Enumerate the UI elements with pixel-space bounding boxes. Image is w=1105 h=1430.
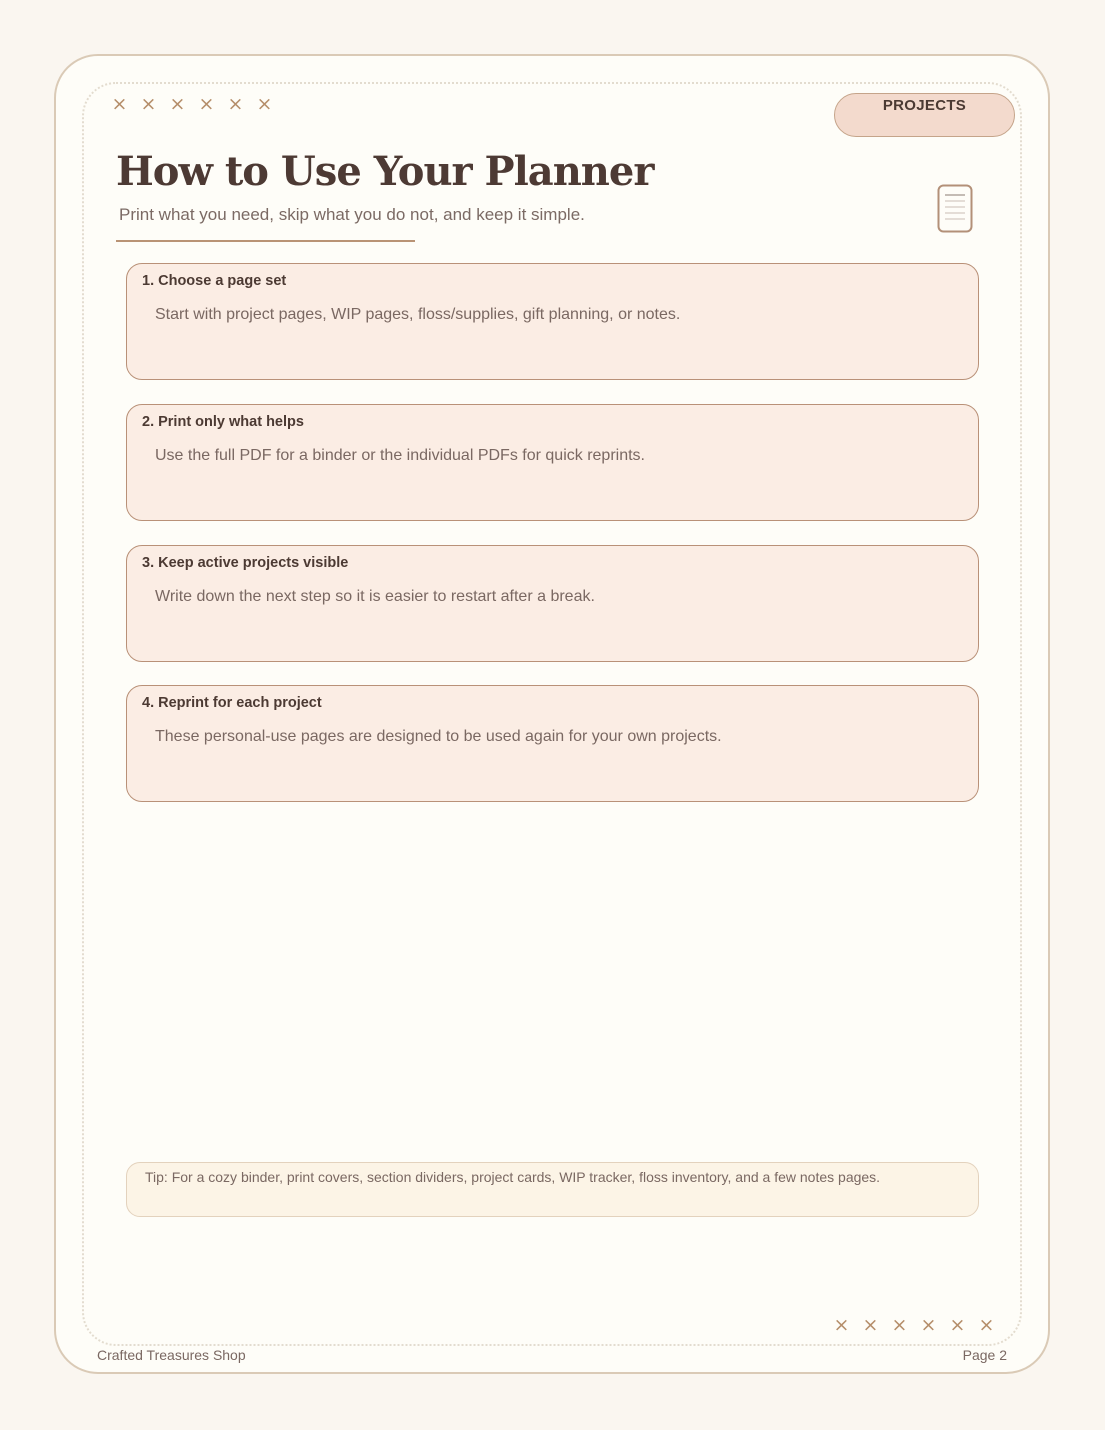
page-title: How to Use Your Planner xyxy=(116,148,654,195)
cross-stitch-marks-top xyxy=(111,95,273,114)
step-title: 1. Choose a page set xyxy=(142,273,287,289)
cross-mark-icon: × xyxy=(920,1314,937,1336)
step-body: These personal-use pages are designed to be used again for your own projects. xyxy=(155,728,722,745)
tab-projects[interactable]: PROJECTS xyxy=(834,93,1015,137)
cross-mark-icon: × xyxy=(949,1314,966,1336)
step-title: 2. Print only what helps xyxy=(142,414,304,430)
cross-stitch-marks-bottom xyxy=(833,1316,995,1335)
footer-page-number: Page 2 xyxy=(962,1347,1007,1363)
cross-mark-icon: × xyxy=(891,1314,908,1336)
document-icon xyxy=(937,184,973,234)
step-title: 3. Keep active projects visible xyxy=(142,555,349,571)
cross-mark-icon: × xyxy=(256,93,273,115)
footer-shop-name: Crafted Treasures Shop xyxy=(97,1347,246,1363)
cross-mark-icon: × xyxy=(169,93,186,115)
cross-mark-icon: × xyxy=(198,93,215,115)
cross-mark-icon: × xyxy=(140,93,157,115)
step-body: Write down the next step so it is easier to restart after a break. xyxy=(155,588,595,605)
step-body: Use the full PDF for a binder or the individual PDFs for quick reprints. xyxy=(155,447,645,464)
step-card xyxy=(126,404,979,521)
cross-mark-icon: × xyxy=(111,93,128,115)
cross-mark-icon: × xyxy=(833,1314,850,1336)
step-card xyxy=(126,685,979,802)
tip-box: Tip: For a cozy binder, print covers, section dividers, project cards, WIP tracker, floss inventory, and a few notes pages. xyxy=(126,1162,979,1217)
step-card xyxy=(126,263,979,380)
cross-mark-icon: × xyxy=(227,93,244,115)
cross-mark-icon: × xyxy=(862,1314,879,1336)
page-subtitle: Print what you need, skip what you do not, and keep it simple. xyxy=(119,205,585,224)
step-body: Start with project pages, WIP pages, floss/supplies, gift planning, or notes. xyxy=(155,306,681,323)
title-underline xyxy=(116,240,415,242)
step-title: 4. Reprint for each project xyxy=(142,695,322,711)
cross-mark-icon: × xyxy=(978,1314,995,1336)
step-card xyxy=(126,545,979,662)
